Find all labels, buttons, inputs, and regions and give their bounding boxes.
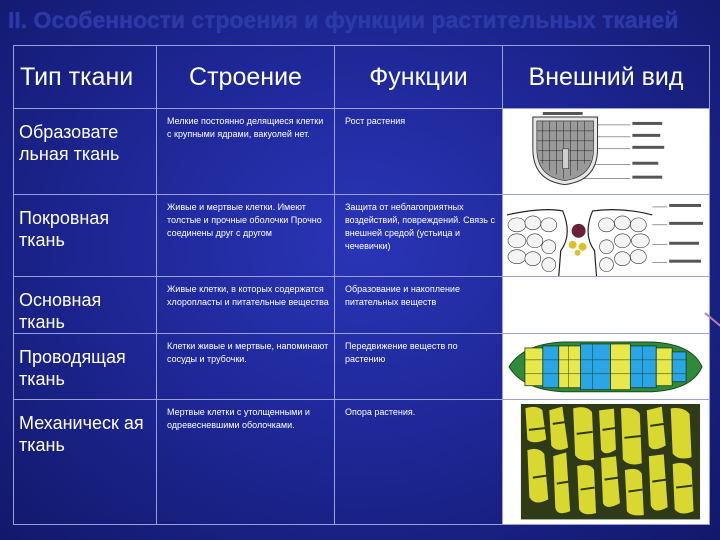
header-functions: Функции bbox=[335, 46, 503, 109]
tissue-type: Проводящая ткань bbox=[14, 334, 157, 400]
header-row bbox=[14, 46, 710, 109]
vessel-illustration-cell bbox=[503, 334, 710, 400]
fiber-illustration bbox=[503, 400, 709, 524]
epidermis-stoma-illustration bbox=[503, 195, 709, 277]
tissue-function: Рост растения bbox=[335, 109, 503, 195]
tissue-type: Основная ткань bbox=[14, 277, 157, 334]
header-type: Тип ткани bbox=[14, 46, 157, 109]
tissue-table bbox=[13, 45, 710, 525]
vessel-illustration bbox=[503, 334, 709, 399]
tissue-function: Опора растения. bbox=[335, 399, 503, 524]
tissue-structure: Мертвые клетки с утолщенными и одревесневшими оболочками. bbox=[157, 399, 335, 524]
header-structure: Строение bbox=[157, 46, 335, 109]
tissue-structure: Живые клетки, в которых содержатся хлоропласты и питательные вещества bbox=[157, 277, 335, 334]
fiber-illustration-cell bbox=[503, 399, 710, 524]
tissue-type: Покровная ткань bbox=[14, 194, 157, 277]
meristem-illustration-cell bbox=[503, 109, 710, 195]
tissue-function: Защита от неблагоприятных воздействий, повреждений. Связь с внешней средой (устьица и чечевички) bbox=[335, 194, 503, 277]
parenchyma-illustration-cell bbox=[503, 277, 710, 334]
table-row bbox=[14, 399, 710, 524]
epidermis-illustration-cell bbox=[503, 194, 710, 277]
table-row bbox=[14, 277, 710, 334]
header-appearance: Внешний вид bbox=[503, 46, 710, 109]
tissue-structure: Живые и мертвые клетки. Имеют толстые и прочные оболочки Прочно соединены друг с другом bbox=[157, 194, 335, 277]
tissue-structure: Мелкие постоянно делящиеся клетки с крупными ядрами, вакуолей нет. bbox=[157, 109, 335, 195]
tissue-structure: Клетки живые и мертвые, напоминают сосуды и трубочки. bbox=[157, 334, 335, 400]
slide-title: II. Особенности строения и функции растительных тканей bbox=[8, 7, 679, 33]
table-row bbox=[14, 334, 710, 400]
tissue-type: Механическ ая ткань bbox=[14, 399, 157, 524]
tissue-function: Передвижение веществ по растению bbox=[335, 334, 503, 400]
table-row bbox=[14, 109, 710, 195]
meristem-illustration bbox=[503, 109, 709, 194]
tissue-function: Образование и накопление питательных веществ bbox=[335, 277, 503, 334]
table-row bbox=[14, 194, 710, 277]
tissue-type: Образовате льная ткань bbox=[14, 109, 157, 195]
